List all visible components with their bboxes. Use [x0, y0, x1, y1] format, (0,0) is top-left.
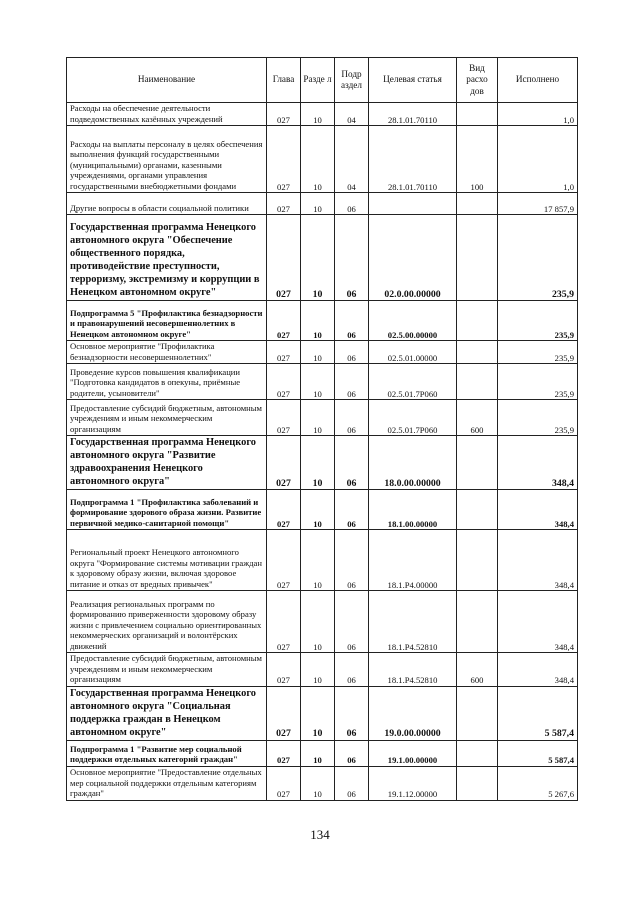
cell-chapter: 027: [267, 530, 301, 591]
cell-subsection: 06: [335, 686, 369, 740]
cell-executed: 5 587,4: [498, 686, 578, 740]
cell-executed: 348,4: [498, 530, 578, 591]
cell-target: 18.1.Р4.52810: [369, 653, 457, 687]
table-body: [67, 103, 578, 801]
table-row: [67, 686, 578, 740]
table-row: [67, 341, 578, 364]
cell-section: 10: [301, 436, 335, 490]
cell-subsection: 06: [335, 436, 369, 490]
table-row: [67, 301, 578, 341]
table-row: [67, 400, 578, 436]
cell-executed: 5 587,4: [498, 740, 578, 766]
cell-subsection: 06: [335, 341, 369, 364]
cell-executed: 348,4: [498, 591, 578, 653]
cell-executed: 235,9: [498, 301, 578, 341]
header-target: Целевая статья: [369, 58, 457, 103]
cell-name: Расходы на выплаты персоналу в целях обеспечения выполнения функций государственными (муниципальными) органами, казенными учреждениями, органами управления государственными внебюджетными фондами: [67, 126, 267, 193]
table-row: [67, 193, 578, 215]
cell-type: 100: [457, 126, 498, 193]
cell-target: 19.0.00.00000: [369, 686, 457, 740]
cell-chapter: 027: [267, 193, 301, 215]
cell-subsection: 06: [335, 653, 369, 687]
cell-executed: 17 857,9: [498, 193, 578, 215]
cell-section: 10: [301, 591, 335, 653]
cell-section: 10: [301, 364, 335, 400]
cell-executed: 348,4: [498, 436, 578, 490]
cell-section: 10: [301, 686, 335, 740]
cell-section: 10: [301, 530, 335, 591]
header-chapter: Глава: [267, 58, 301, 103]
cell-name: Подпрограмма 5 "Профилактика безнадзорности и правонарушений несовершеннолетних в Ненецком автономном округе": [67, 301, 267, 341]
cell-chapter: 027: [267, 341, 301, 364]
cell-chapter: 027: [267, 215, 301, 301]
cell-target: 02.5.01.7Р060: [369, 364, 457, 400]
cell-chapter: 027: [267, 490, 301, 530]
cell-type: 600: [457, 653, 498, 687]
cell-type: [457, 215, 498, 301]
cell-name: Региональный проект Ненецкого автономного округа "Формирование системы мотивации граждан к здоровому образу жизни, включая здоровое питание и отказ от вредных привычек": [67, 530, 267, 591]
cell-section: 10: [301, 126, 335, 193]
cell-target: 02.0.00.00000: [369, 215, 457, 301]
cell-subsection: 06: [335, 740, 369, 766]
cell-type: [457, 530, 498, 591]
table-row: [67, 530, 578, 591]
cell-name: Проведение курсов повышения квалификации "Подготовка кандидатов в опекуны, приёмные родители, усыновители": [67, 364, 267, 400]
cell-subsection: 04: [335, 126, 369, 193]
cell-target: 18.0.00.00000: [369, 436, 457, 490]
cell-subsection: 06: [335, 400, 369, 436]
header-name: Наименование: [67, 58, 267, 103]
header-type: Вид расхо дов: [457, 58, 498, 103]
cell-section: 10: [301, 193, 335, 215]
cell-target: 02.5.01.00000: [369, 341, 457, 364]
cell-section: 10: [301, 103, 335, 126]
cell-chapter: 027: [267, 364, 301, 400]
header-executed: Исполнено: [498, 58, 578, 103]
cell-name: Государственная программа Ненецкого автономного округа "Обеспечение общественного порядка, противодействие преступности, терроризму, экстремизму и коррупции в Ненецком автономном округе": [67, 215, 267, 301]
cell-chapter: 027: [267, 686, 301, 740]
cell-target: 19.1.00.00000: [369, 740, 457, 766]
cell-name: Другие вопросы в области социальной политики: [67, 193, 267, 215]
cell-name: Государственная программа Ненецкого автономного округа "Социальная поддержка граждан в Ненецком автономном округе": [67, 686, 267, 740]
cell-executed: 235,9: [498, 400, 578, 436]
cell-type: [457, 341, 498, 364]
cell-section: 10: [301, 215, 335, 301]
cell-target: [369, 193, 457, 215]
cell-type: [457, 740, 498, 766]
table-row: [67, 591, 578, 653]
cell-chapter: 027: [267, 126, 301, 193]
cell-type: [457, 591, 498, 653]
cell-section: 10: [301, 400, 335, 436]
cell-executed: 348,4: [498, 653, 578, 687]
table-row: [67, 740, 578, 766]
cell-subsection: 06: [335, 591, 369, 653]
cell-target: 28.1.01.70110: [369, 126, 457, 193]
cell-type: [457, 490, 498, 530]
cell-target: 02.5.01.7Р060: [369, 400, 457, 436]
cell-name: Реализация региональных программ по формированию приверженности здоровому образу жизни с привлечением социально ориентированных некоммерческих организаций и волонтёрских движений: [67, 591, 267, 653]
cell-subsection: 06: [335, 301, 369, 341]
cell-subsection: 06: [335, 490, 369, 530]
table-row: [67, 766, 578, 800]
table-row: [67, 103, 578, 126]
cell-executed: 235,9: [498, 364, 578, 400]
cell-section: 10: [301, 490, 335, 530]
cell-type: [457, 103, 498, 126]
table-row: [67, 126, 578, 193]
table-row: [67, 215, 578, 301]
page-number: 134: [310, 827, 330, 842]
cell-subsection: 06: [335, 364, 369, 400]
cell-target: 18.1.Р4.52810: [369, 591, 457, 653]
cell-subsection: 06: [335, 193, 369, 215]
cell-name: Предоставление субсидий бюджетным, автономным учреждениям и иным некоммерческим организациям: [67, 653, 267, 687]
cell-executed: 348,4: [498, 490, 578, 530]
cell-target: 28.1.01.70110: [369, 103, 457, 126]
cell-chapter: 027: [267, 436, 301, 490]
cell-executed: 5 267,6: [498, 766, 578, 800]
cell-subsection: 06: [335, 766, 369, 800]
cell-name: Подпрограмма 1 "Профилактика заболеваний и формирование здорового образа жизни. Развитие первичной медико-санитарной помощи": [67, 490, 267, 530]
cell-target: 18.1.00.00000: [369, 490, 457, 530]
cell-target: 02.5.00.00000: [369, 301, 457, 341]
cell-type: [457, 686, 498, 740]
cell-section: 10: [301, 740, 335, 766]
cell-section: 10: [301, 766, 335, 800]
cell-chapter: 027: [267, 653, 301, 687]
cell-executed: 1,0: [498, 126, 578, 193]
cell-target: 19.1.12.00000: [369, 766, 457, 800]
cell-executed: 1,0: [498, 103, 578, 126]
table-row: [67, 653, 578, 687]
cell-name: Расходы на обеспечение деятельности подведомственных казённых учреждений: [67, 103, 267, 126]
cell-executed: 235,9: [498, 341, 578, 364]
cell-type: [457, 364, 498, 400]
cell-chapter: 027: [267, 400, 301, 436]
budget-table: [66, 57, 578, 801]
cell-executed: 235,9: [498, 215, 578, 301]
cell-section: 10: [301, 301, 335, 341]
cell-type: [457, 301, 498, 341]
cell-type: [457, 193, 498, 215]
header-subsection: Подр аздел: [335, 58, 369, 103]
cell-type: [457, 436, 498, 490]
cell-name: Государственная программа Ненецкого автономного округа "Развитие здравоохранения Ненецкого автономного округа": [67, 436, 267, 490]
cell-name: Предоставление субсидий бюджетным, автономным учреждениям и иным некоммерческим организациям: [67, 400, 267, 436]
cell-section: 10: [301, 341, 335, 364]
cell-type: [457, 766, 498, 800]
cell-chapter: 027: [267, 740, 301, 766]
header-section: Разде л: [301, 58, 335, 103]
cell-chapter: 027: [267, 301, 301, 341]
cell-name: Основное мероприятие "Профилактика безнадзорности несовершеннолетних": [67, 341, 267, 364]
table-row: [67, 364, 578, 400]
table-row: [67, 490, 578, 530]
cell-chapter: 027: [267, 766, 301, 800]
cell-name: Подпрограмма 1 "Развитие мер социальной поддержки отдельных категорий граждан": [67, 740, 267, 766]
cell-chapter: 027: [267, 591, 301, 653]
cell-target: 18.1.Р4.00000: [369, 530, 457, 591]
cell-chapter: 027: [267, 103, 301, 126]
cell-type: 600: [457, 400, 498, 436]
cell-section: 10: [301, 653, 335, 687]
cell-name: Основное мероприятие "Предоставление отдельных мер социальной поддержки отдельным категориям граждан": [67, 766, 267, 800]
table-row: [67, 436, 578, 490]
cell-subsection: 04: [335, 103, 369, 126]
cell-subsection: 06: [335, 215, 369, 301]
cell-subsection: 06: [335, 530, 369, 591]
header-row: [67, 58, 578, 103]
